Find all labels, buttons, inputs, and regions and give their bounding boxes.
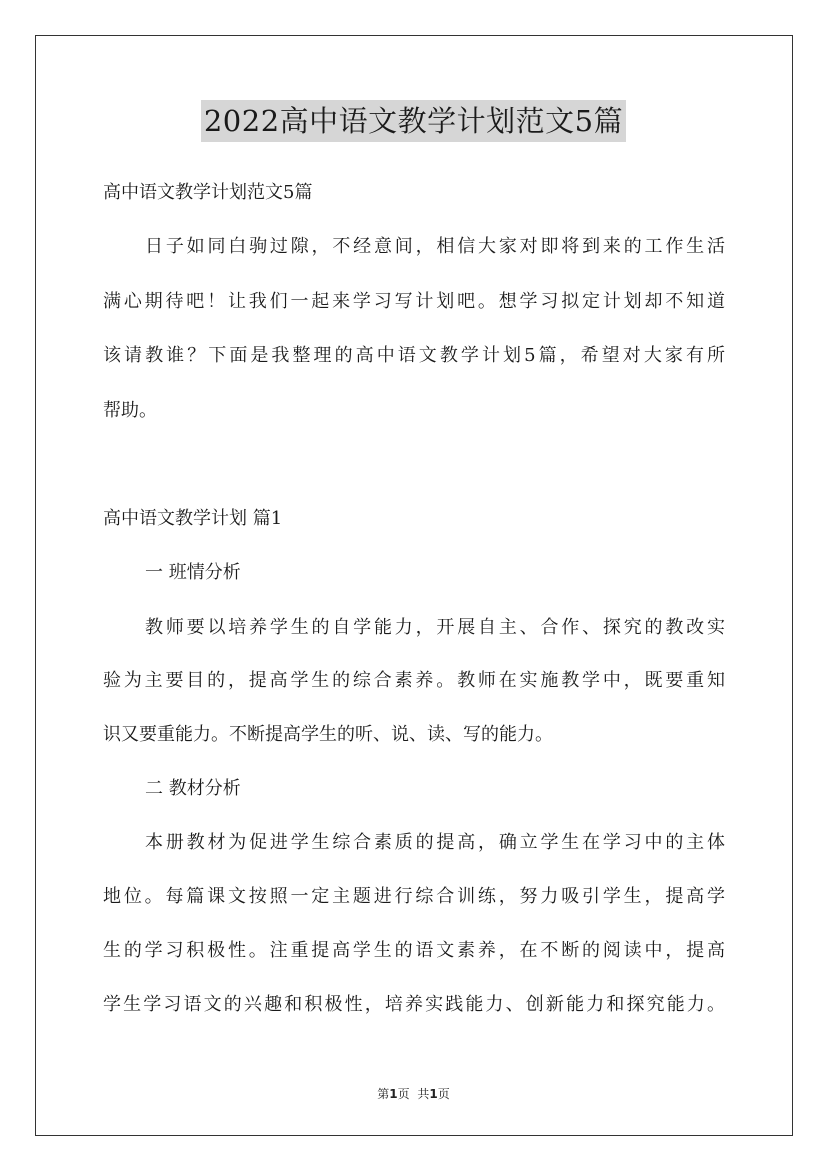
section1-heading: 高中语文教学计划 篇1 bbox=[103, 508, 283, 529]
intro-line-2: 满心期待吧！让我们一起来学习写计划吧。想学习拟定计划却不知道 bbox=[103, 291, 725, 312]
document-title: 2022高中语文教学计划范文5篇 bbox=[201, 100, 626, 142]
part1-line-3: 识又要重能力。不断提高学生的听、说、读、写的能力。 bbox=[103, 724, 553, 745]
footer-prefix: 第 bbox=[377, 1087, 390, 1101]
footer-total-pages: 1 bbox=[429, 1087, 438, 1101]
intro-line-1: 日子如同白驹过隙，不经意间，相信大家对即将到来的工作生活 bbox=[145, 236, 725, 257]
part2-line-2: 地位。每篇课文按照一定主题进行综合训练，努力吸引学生，提高学 bbox=[103, 886, 725, 907]
part1-line-2: 验为主要目的，提高学生的综合素养。教师在实施教学中，既要重知 bbox=[103, 670, 725, 691]
part1-line-1: 教师要以培养学生的自学能力，开展自主、合作、探究的教改实 bbox=[145, 617, 725, 638]
part2-line-3: 生的学习积极性。注重提高学生的语文素养，在不断的阅读中，提高 bbox=[103, 940, 725, 961]
subtitle: 高中语文教学计划范文5篇 bbox=[103, 182, 313, 203]
footer-page-suffix: 页 bbox=[397, 1087, 410, 1101]
footer-total-suffix: 页 bbox=[437, 1087, 450, 1101]
page-footer bbox=[0, 1085, 827, 1102]
part2-line-4: 学生学习语文的兴趣和积极性，培养实践能力、创新能力和探究能力。 bbox=[103, 994, 725, 1015]
footer-total-prefix: 共 bbox=[417, 1087, 430, 1101]
part2-heading: 二 教材分析 bbox=[145, 778, 241, 799]
intro-line-4: 帮助。 bbox=[103, 400, 157, 421]
footer-page-number: 1 bbox=[389, 1087, 398, 1101]
title-wrap bbox=[0, 100, 827, 142]
part1-heading: 一 班情分析 bbox=[145, 562, 241, 583]
intro-line-3: 该请教谁？下面是我整理的高中语文教学计划5篇，希望对大家有所 bbox=[103, 345, 725, 366]
part2-line-1: 本册教材为促进学生综合素质的提高，确立学生在学习中的主体 bbox=[145, 832, 725, 853]
